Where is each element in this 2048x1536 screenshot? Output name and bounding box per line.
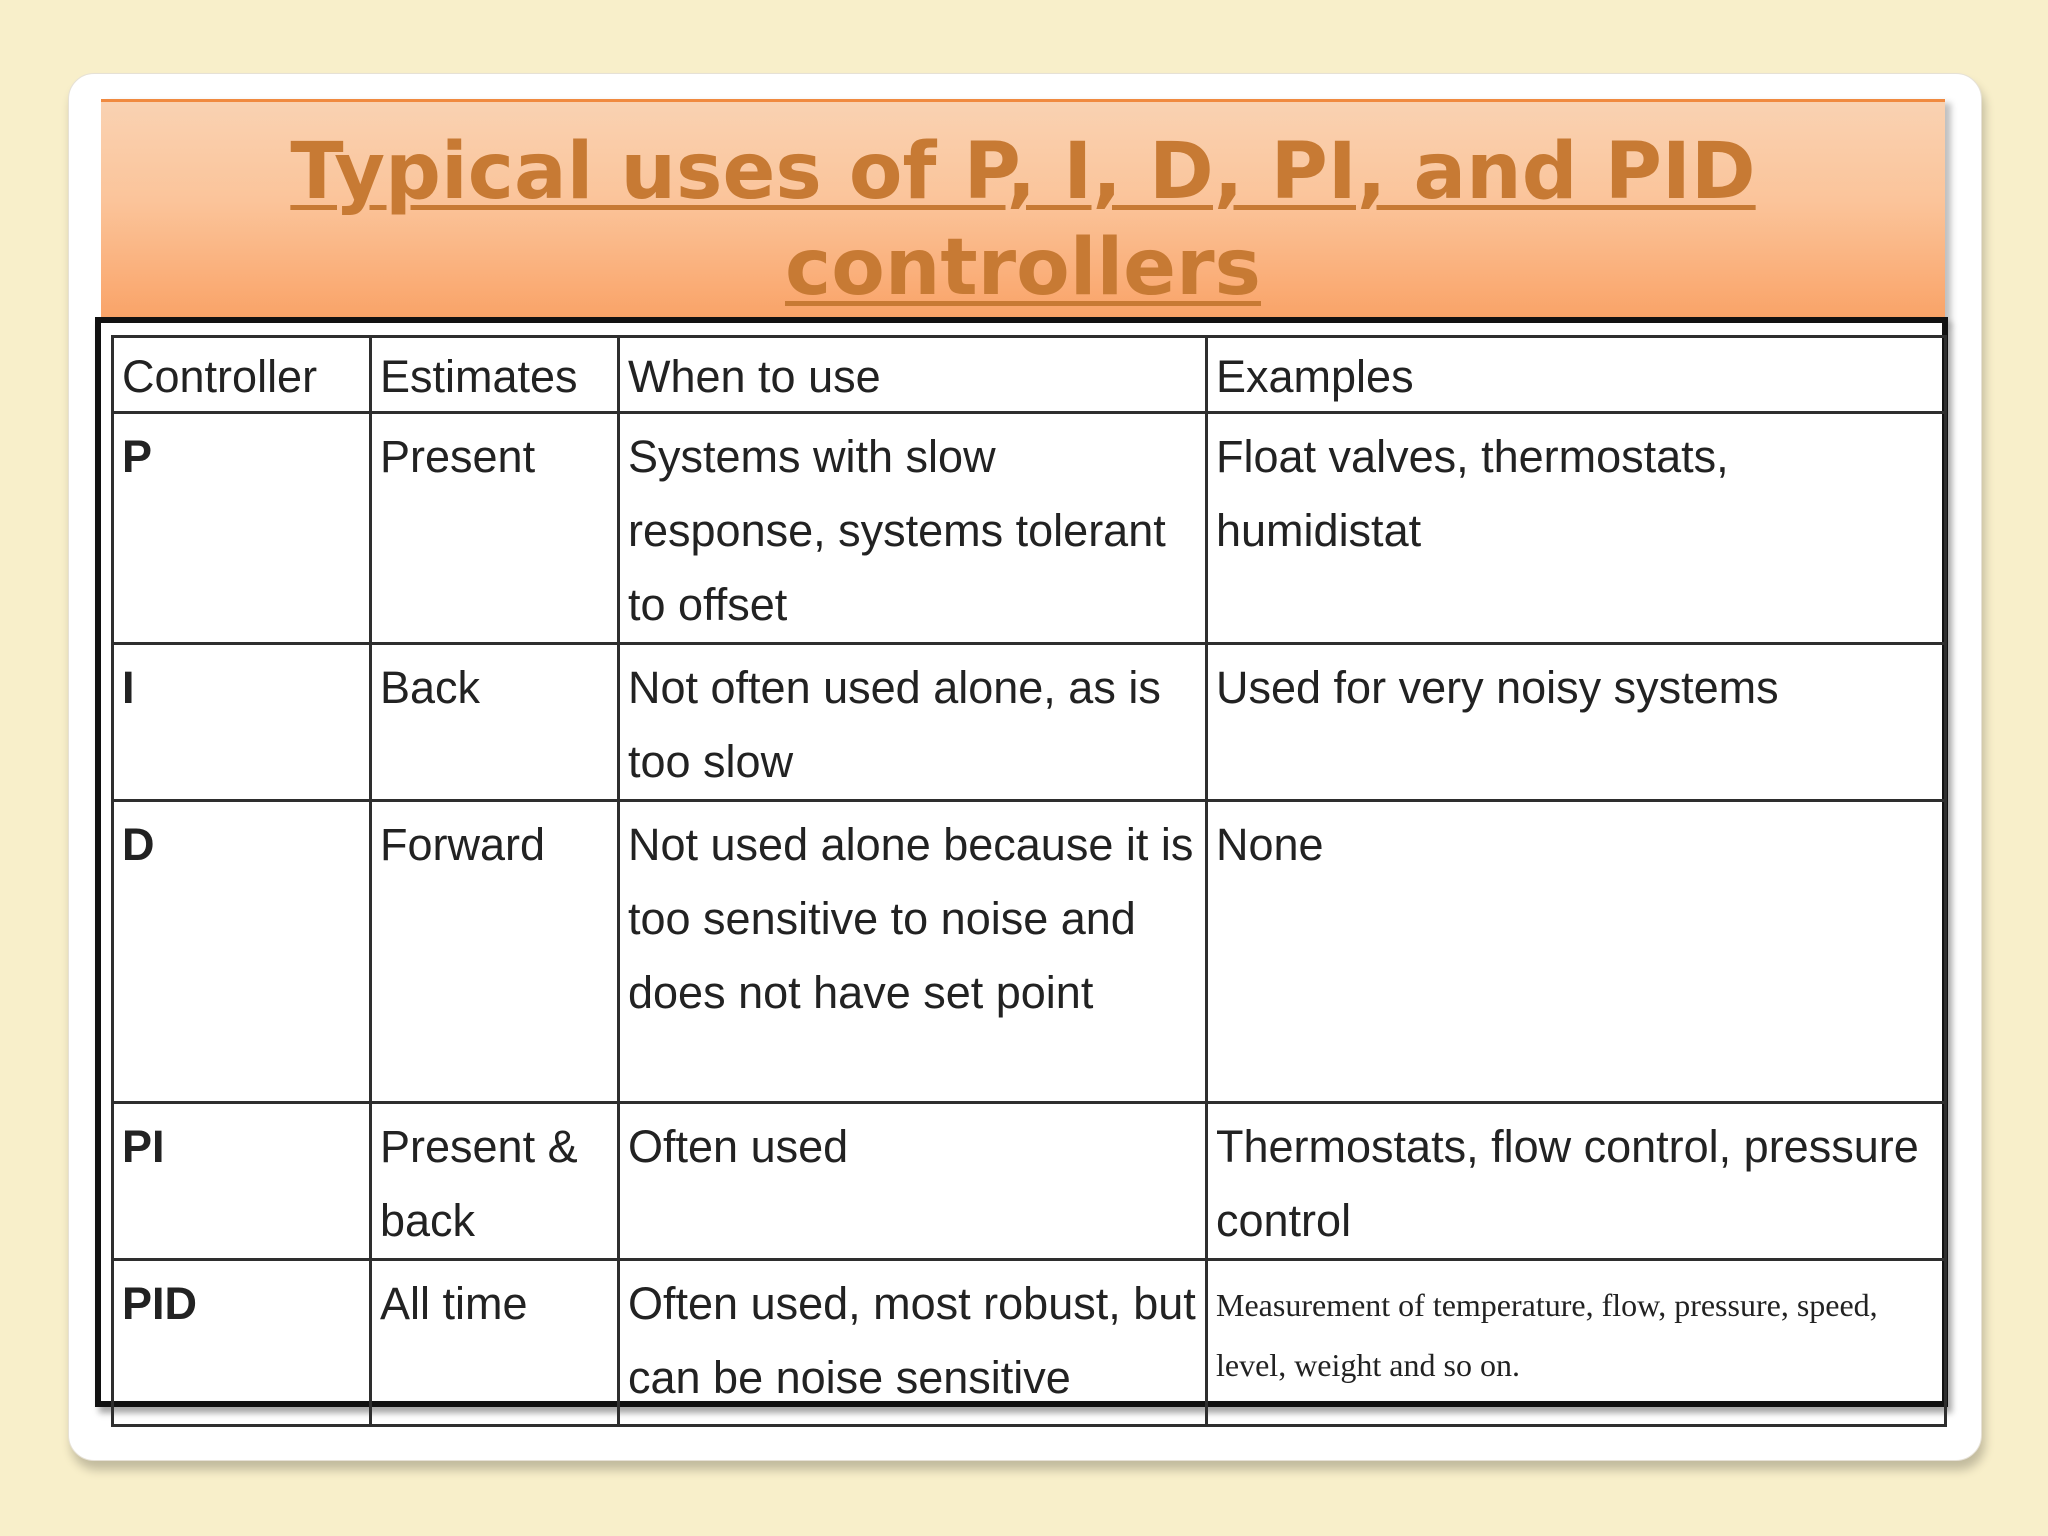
cell-when-to-use: Not often used alone, as is too slow — [619, 644, 1207, 801]
table-row — [113, 413, 1946, 644]
cell-when-to-use: Often used — [619, 1103, 1207, 1260]
cell-controller: P — [113, 413, 371, 644]
title-banner — [101, 99, 1945, 322]
cell-estimates: Back — [371, 644, 619, 801]
cell-estimates: Present — [371, 413, 619, 644]
cell-examples: Used for very noisy systems — [1207, 644, 1946, 801]
cell-controller: PI — [113, 1103, 371, 1260]
cell-estimates: Present & back — [371, 1103, 619, 1260]
cell-examples: None — [1207, 801, 1946, 1103]
cell-when-to-use: Often used, most robust, but can be noise sensitive — [619, 1260, 1207, 1426]
cell-examples: Thermostats, flow control, pressure control — [1207, 1103, 1946, 1260]
header-examples: Examples — [1207, 337, 1946, 413]
table-row — [113, 1260, 1946, 1426]
table-row — [113, 1103, 1946, 1260]
cell-examples: Measurement of temperature, flow, pressure, speed, level, weight and so on. — [1207, 1260, 1946, 1426]
cell-estimates: Forward — [371, 801, 619, 1103]
table-row — [113, 644, 1946, 801]
table-row — [113, 801, 1946, 1103]
table-frame — [95, 317, 1948, 1407]
cell-when-to-use: Not used alone because it is too sensitive to noise and does not have set point — [619, 801, 1207, 1103]
header-when-to-use: When to use — [619, 337, 1207, 413]
cell-examples: Float valves, thermostats, humidistat — [1207, 413, 1946, 644]
header-estimates: Estimates — [371, 337, 619, 413]
cell-controller: D — [113, 801, 371, 1103]
cell-estimates: All time — [371, 1260, 619, 1426]
cell-controller: I — [113, 644, 371, 801]
slide-title: Typical uses of P, I, D, PI, and PID controllers — [290, 127, 1756, 313]
controller-uses-table — [111, 335, 1947, 1427]
cell-when-to-use: Systems with slow response, systems tolerant to offset — [619, 413, 1207, 644]
cell-controller: PID — [113, 1260, 371, 1426]
table-header-row — [113, 337, 1946, 413]
header-controller: Controller — [113, 337, 371, 413]
